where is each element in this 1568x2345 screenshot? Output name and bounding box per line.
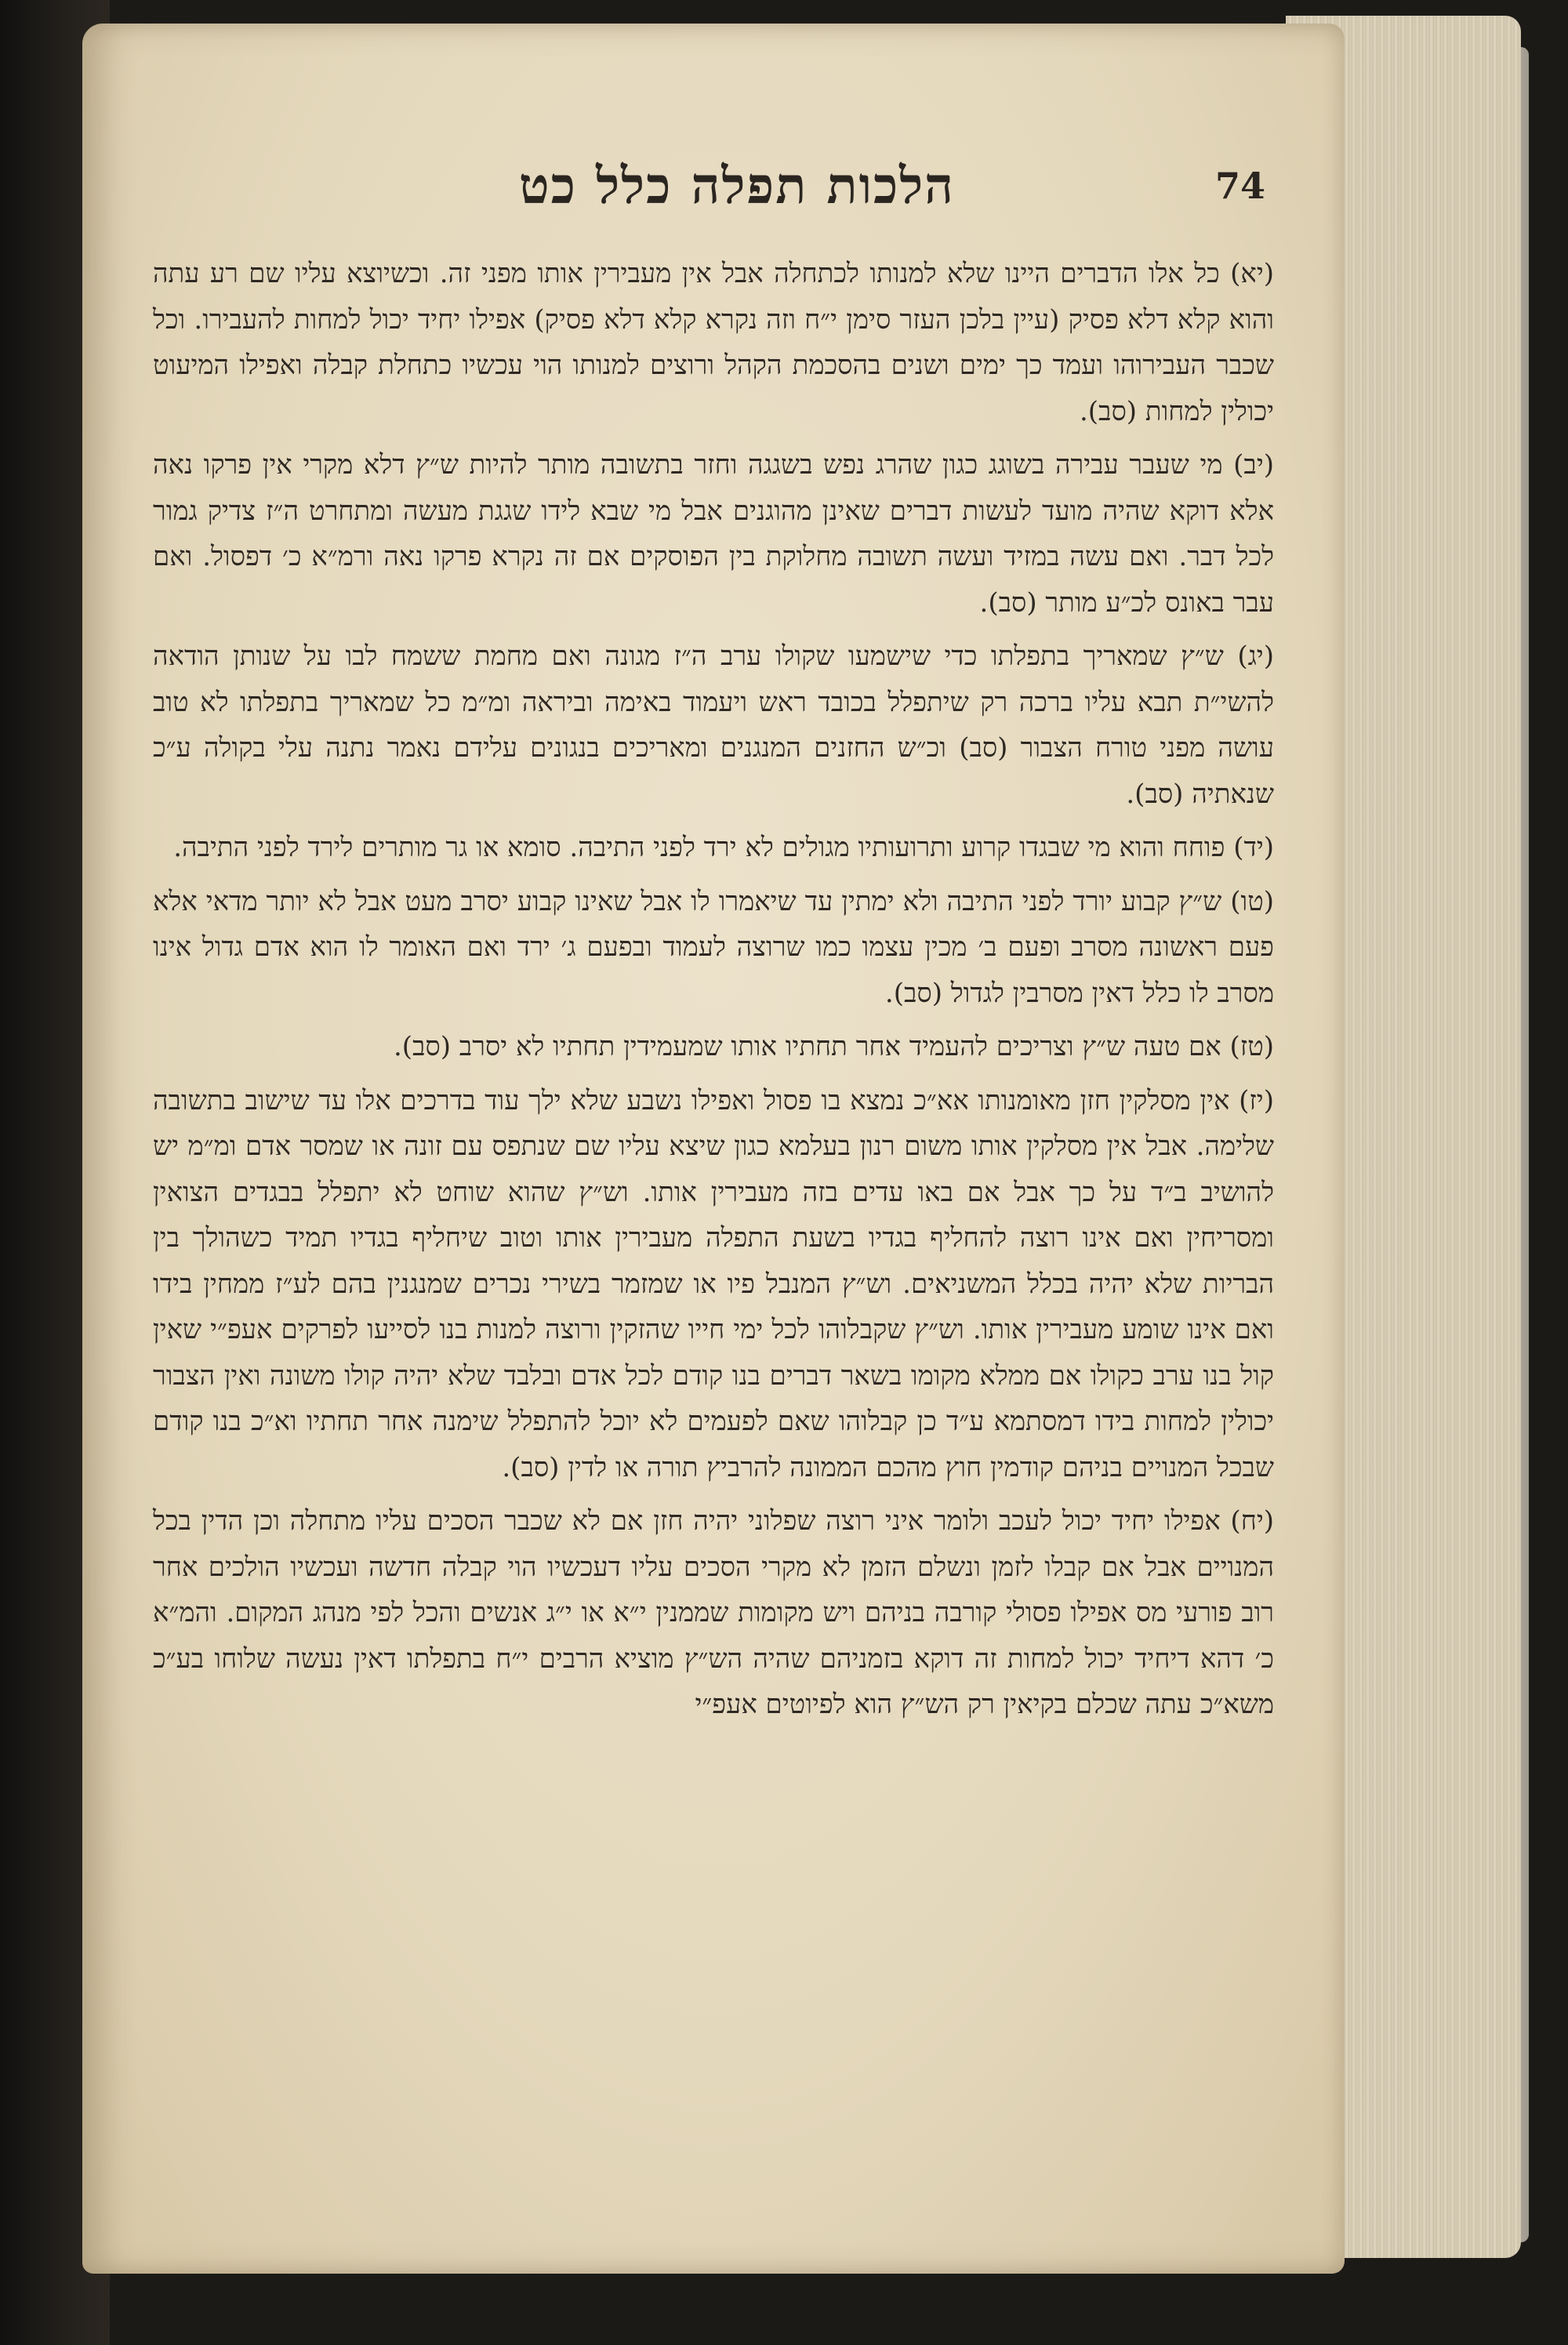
paragraph-11: (יא) כל אלו הדברים היינו שלא למנותו לכתחלה אבל אין מעבירין אותו מפני זה. וכשיוצא עליו שם רע עתה והוא קלא דלא פסיק (עיין בלכן העזר סימן י״ח וזה נקרא קלא דלא פסיק) אפילו יחיד יכול למחות להעבירו. וכל שכבר העבירוהו ועמד כך ימים ושנים בהסכמת הקהל ורוצים למנותו הוי עכשיו כתחלת קבלה ואפילו המיעוט יכולין למחות (סב). <box>153 258 1275 427</box>
paragraph-16: (טז) אם טעה ש״ץ וצריכים להעמיד אחר תחתיו אותו שמעמידין תחתיו לא יסרב (סב). <box>393 1031 1274 1062</box>
paragraph-13: (יג) ש״ץ שמאריך בתפלתו כדי שישמעו שקולו ערב ה״ז מגונה ואם מחמת ששמח לבו על שנותן הודאה להשי״ת תבא עליו ברכה רק שיתפלל בכובד ראש ויעמוד באימה וביראה ומ״מ כל שמאריך בתפלתו לא טוב עושה מפני טורח הצבור (סב) וכ״ש החזנים המנגנים ומאריכים בנגונים עלידם נאמר נתנה עלי בקולה ע״כ שנאתיה (סב). <box>153 641 1274 810</box>
page-header <box>110 157 1266 227</box>
paragraph-15: (טו) ש״ץ קבוע יורד לפני התיבה ולא ימתין עד שיאמרו לו אבל שאינו קבוע יסרב מעט אבל לא יותר מדאי אלא פעם ראשונה מסרב ופעם ב׳ מכין עצמו כמו שרוצה לעמוד ובפעם ג׳ ירד ואם האומר לו הוא אדם גדול אינו מסרב לו כלל דאין מסרבין לגדול (סב). <box>153 885 1274 1009</box>
paragraph-14: (יד) פוחח והוא מי שבגדו קרוע ותרועותיו מגולים לא ירד לפני התיבה. סומא או גר מותרים לירד לפני התיבה. <box>173 832 1274 863</box>
paragraph-12: (יב) מי שעבר עבירה בשוגג כגון שהרג נפש בשגגה וחזר בתשובה מותר להיות ש״ץ דלא מקרי אין פרקו נאה אלא דוקא שהיה מועד לעשות דברים שאינן מהוגנים אבל מי שבא לידו שגגת מעשה ומתחרט ה״ז צדיק גמור לכל דבר. ואם עשה במזיד ועשה תשובה מחלוקת בין הפוסקים אם זה נקרא פרקו נאה ורמ״א כ׳ דפסול. ואם עבר באונס לכ״ע מותר (סב). <box>153 449 1274 619</box>
page-body <box>153 251 1274 1736</box>
paragraph-18: (יח) אפילו יחיד יכול לעכב ולומר איני רוצה שפלוני יהיה חזן אם לא שכבר הסכים עליו מתחלה וכן הדין בכל המנויים אבל אם קבלו לזמן ונשלם הזמן לא מקרי הסכים עליו דעכשיו הוי קבלה חדשה ועכשיו הולכים אחר רוב פורעי מס אפילו פסולי קורבה בניהם ויש מקומות שממנין י״א או י״ג אנשים והכל לפי מנהג המקום. והמ״א כ׳ דהא דיחיד יכול למחות זה דוקא בזמניהם שהיה הש״ץ מוציא הרבים י״ח בתפלתו דאין נעשה שלוחו בע״כ משא״כ עתה שכלם בקיאין רק הש״ץ הוא לפיוטים אעפ״י <box>153 1505 1274 1720</box>
running-title: הלכות תפלה כלל כט <box>519 157 955 216</box>
paragraph-17: (יז) אין מסלקין חזן מאומנותו אא״כ נמצא בו פסול ואפילו נשבע שלא ילך עוד בדרכים אלו עד שישוב בתשובה שלימה. אבל אין מסלקין אותו משום רנון בעלמא כגון שיצא עליו שם שנתפס עם זונה או שמסר אדם ומ״מ יש להושיב ב״ד על כך אבל אם באו עדים בזה מעבירין אותו. וש״ץ שהוא שוחט לא יתפלל בבגדים הצואין ומסריחין ואם אינו רוצה להחליף בגדיו בשעת התפלה מעבירין אותו וטוב שיחליף בגדיו תמיד כשהולך בין הבריות שלא יהיה בכלל המשניאים. וש״ץ המנבל פיו או שמזמר בשירי נכרים שמנגנין בהם לע״ז ממחין בידו ואם אינו שומע מעבירין אותו. וש״ץ שקבלוהו לכל ימי חייו שהזקין ורוצה למנות בנו לסייעו לפרקים אעפ״י שאין קול בנו ערב כקולו אם ממלא מקומו בשאר דברים בנו קודם לכל אדם ובלבד שלא יהיה קולו משונה ואין הצבור יכולין למחות בידו דמסתמא ע״ד כן קבלוהו שאם לפעמים לא יוכל להתפלל שימנה אחר תחתיו וא״כ בנו קודם שבכל המנויים בניהם קודמין חוץ מהכם הממונה להרביץ תורה או לדין (סב). <box>153 1084 1275 1483</box>
page-number: 74 <box>1215 165 1266 207</box>
